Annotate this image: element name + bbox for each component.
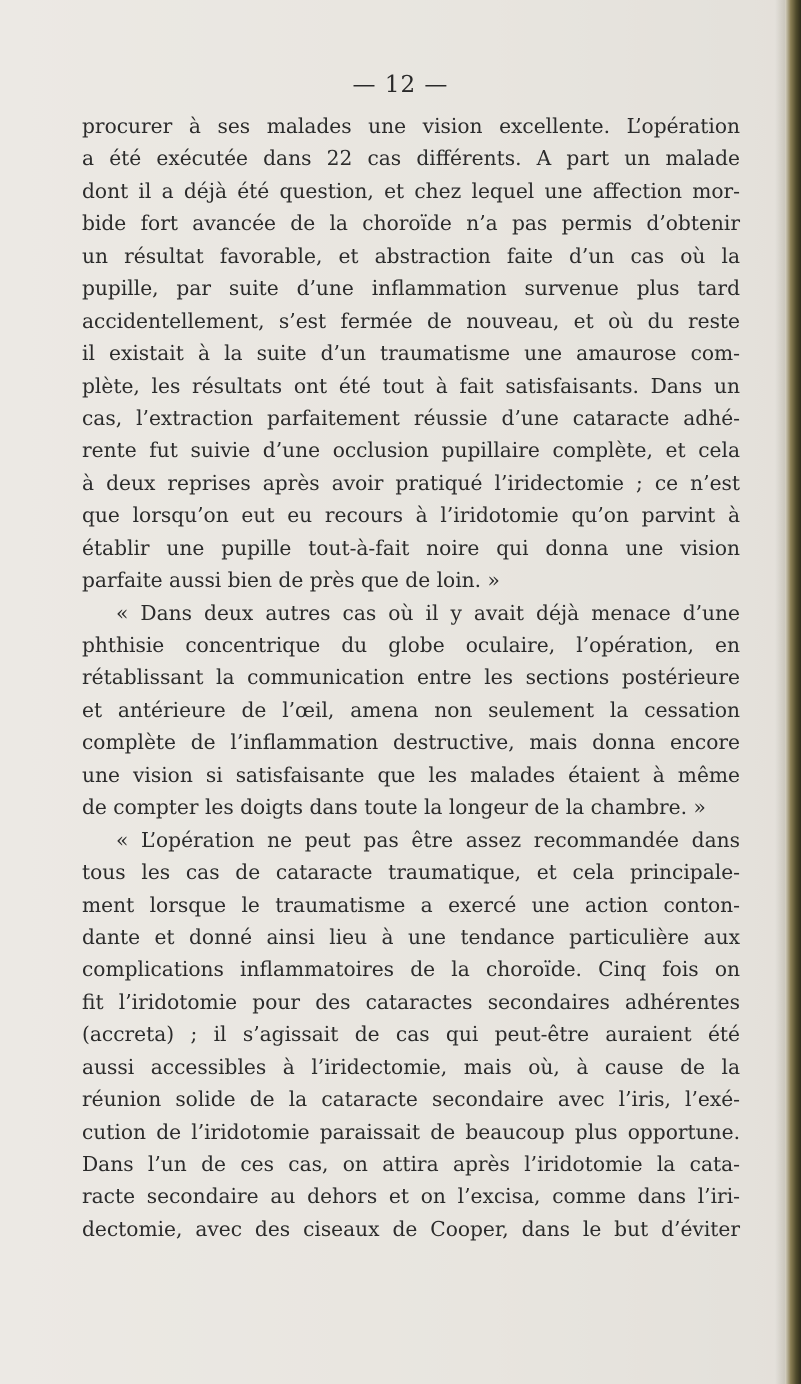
body-text <box>82 110 740 1245</box>
text-line: pupille, par suite d’une inflammation survenue plus tard <box>82 276 740 301</box>
text-line: rente fut suivie d’une occlusion pupillaire complète, et cela <box>82 438 740 463</box>
text-line: complète de l’inflammation destructive, mais donna encore <box>82 730 740 755</box>
text-line: Dans l’un de ces cas, on attira après l’iridotomie la cata- <box>82 1152 740 1176</box>
text-line: tous les cas de cataracte traumatique, et cela principale- <box>82 860 740 885</box>
text-line: a été exécutée dans 22 cas différents. A part un malade <box>82 146 740 171</box>
text-line: à deux reprises après avoir pratiqué l’iridectomie ; ce n’est <box>82 470 740 495</box>
text-line: cution de l’iridotomie paraissait de beaucoup plus opportune. <box>82 1119 740 1144</box>
text-line: fit l’iridotomie pour des cataractes secondaires adhérentes <box>82 989 740 1014</box>
text-line: dectomie, avec des ciseaux de Cooper, dans le but d’éviter <box>82 1216 740 1241</box>
text-line: (accreta) ; il s’agissait de cas qui peut-être auraient été <box>82 1022 740 1047</box>
page-edge-shadow <box>775 0 785 1384</box>
text-line: et antérieure de l’œil, amena non seulement la cessation <box>82 697 740 722</box>
text-line: cas, l’extraction parfaitement réussie d’une cataracte adhé- <box>82 405 740 430</box>
text-line: bide fort avancée de la choroïde n’a pas permis d’obtenir <box>82 211 740 236</box>
text-line: ment lorsque le traumatisme a exercé une action conton- <box>82 892 740 917</box>
text-line: « Dans deux autres cas où il y avait déjà menace d’une <box>116 600 740 625</box>
text-line: aussi accessibles à l’iridectomie, mais où, à cause de la <box>82 1054 740 1079</box>
page-number: — 12 — <box>352 72 449 98</box>
text-line: dont il a déjà été question, et chez lequel une affection mor- <box>82 178 740 203</box>
text-line: procurer à ses malades une vision excellente. L’opération <box>82 114 740 138</box>
text-line: accidentellement, s’est fermée de nouveau, et où du reste <box>82 308 740 333</box>
text-line: complications inflammatoires de la choroïde. Cinq fois on <box>82 957 740 982</box>
text-line: réunion solide de la cataracte secondaire avec l’iris, l’exé- <box>82 1087 740 1112</box>
text-line: parfaite aussi bien de près que de loin. » <box>82 568 500 593</box>
text-line: un résultat favorable, et abstraction faite d’un cas où la <box>82 243 740 268</box>
book-binding-edge <box>785 0 801 1384</box>
text-line: phthisie concentrique du globe oculaire, l’opération, en <box>82 633 740 657</box>
text-line: une vision si satisfaisante que les malades étaient à même <box>82 762 740 787</box>
text-line: que lorsqu’on eut eu recours à l’iridotomie qu’on parvint à <box>82 503 740 528</box>
text-line: « L’opération ne peut pas être assez recommandée dans <box>116 827 740 852</box>
text-line: plète, les résultats ont été tout à fait satisfaisants. Dans un <box>82 373 740 398</box>
text-line: dante et donné ainsi lieu à une tendance particulière aux <box>82 924 740 949</box>
text-line: établir une pupille tout-à-fait noire qui donna une vision <box>82 535 740 560</box>
text-line: de compter les doigts dans toute la longeur de la chambre. » <box>82 795 706 820</box>
text-line: rétablissant la communication entre les sections postérieure <box>82 665 740 690</box>
text-line: il existait à la suite d’un traumatisme une amaurose com- <box>82 341 740 366</box>
text-line: racte secondaire au dehors et on l’excisa, comme dans l’iri- <box>82 1184 740 1209</box>
